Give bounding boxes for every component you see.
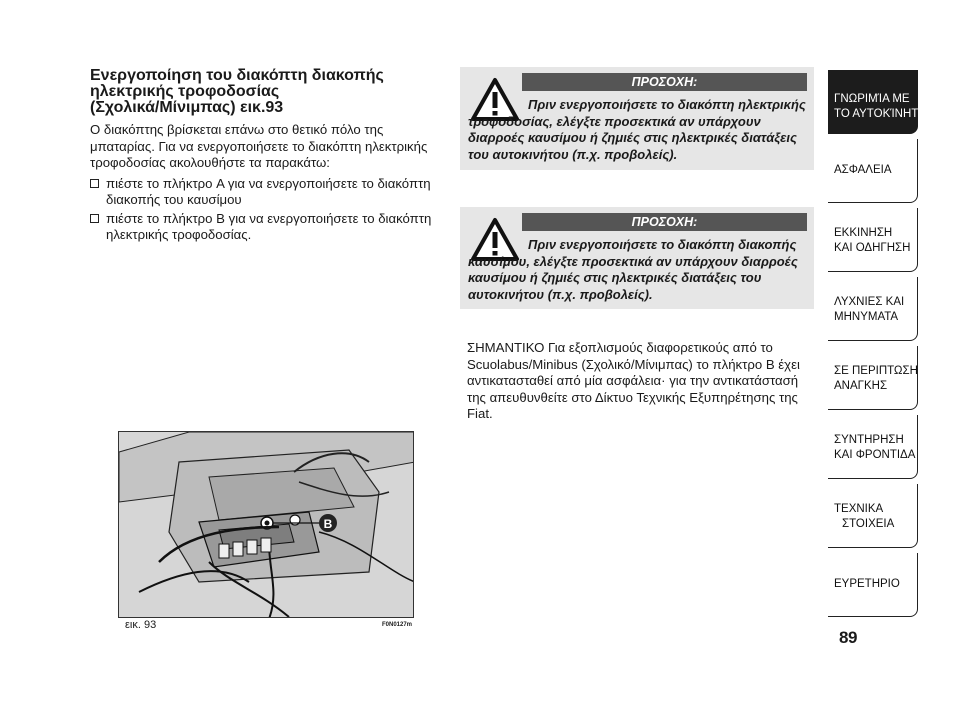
figure-caption: εικ. 93 (125, 619, 157, 631)
instruction-item: πιέστε το πλήκτρο B για να ενεργοποιήσετε το διακόπτη ηλεκτρικής τροφοδοσίας. (90, 211, 450, 244)
checkbox-bullet-icon (90, 214, 99, 223)
chapter-tab-lights-messages[interactable]: ΛΥΧΝΙΕΣ ΚΑΙ ΜΗΝΥΜΑΤΑ (828, 277, 918, 341)
important-note: ΣΗΜΑΝΤΙΚΟ Για εξοπλισμούς διαφορετικούς από το Scuolabus/Minibus (Σχολικό/Μίνιμπας) το πλήκτρο B έχει αντικατασταθεί από μία ασφάλεια· για την αντικατάστασή της απευθυνθείτε στο Δίκτυο Τεχνικής Εξυπηρέτησης της Fiat. (467, 340, 800, 421)
figure-93-illustration (118, 431, 414, 618)
warning-box (460, 207, 814, 309)
chapter-tab-starting-driving[interactable]: ΕΚΚΙΝΗΣΗ ΚΑΙ ΟΔΗΓΗΣΗ (828, 208, 918, 272)
warning-text: Πριν ενεργοποιήσετε το διακόπτη διακοπής καυσίμου, ελέγξτε προσεκτικά αν υπάρχουν διαρροές καυσίμου ή ζημιές στις ηλεκτρικές διατάξεις του αυτοκινήτου (π.χ. προβολείς). (468, 237, 798, 302)
chapter-tab-getting-to-know[interactable]: ΓΝΩΡΙΜΊΑ ΜΕ ΤΟ ΑΥΤΟΚΊΝΗΤΟ (828, 70, 918, 134)
warning-title: ΠΡΟΣΟΧΗ: (522, 73, 807, 91)
chapter-tab-technical-data[interactable]: ΤΕΧΝΙΚΑ ΣΤΟΙΧΕΙΑ (828, 484, 918, 548)
figure-code: F0N0127m (382, 622, 413, 628)
chapter-index-sidebar (828, 70, 928, 622)
page-number: 89 (839, 628, 857, 647)
chapter-tab-emergency[interactable]: ΣΕ ΠΕΡΙΠΤΩΣΗ ΑΝΑΓΚΗΣ (828, 346, 918, 410)
warning-box (460, 67, 814, 170)
section-heading (90, 68, 450, 116)
instruction-item: πιέστε το πλήκτρο A για να ενεργοποιήσετε το διακόπτη διακοπής του καυσίμου (90, 176, 450, 209)
heading-line-1: Ενεργοποίηση του διακόπτη διακοπής (90, 67, 384, 84)
section-body: Ο διακόπτης βρίσκεται επάνω στο θετικό πόλο της μπαταρίας. Για να ενεργοποιήσετε το διακόπτη ηλεκτρικής τροφοδοσίας ακολουθήστε τα παρακάτω: (90, 122, 428, 170)
callout-label-b: B (323, 517, 333, 531)
battery-switch-drawing (119, 432, 414, 618)
warning-title: ΠΡΟΣΟΧΗ: (522, 213, 807, 231)
main-section (90, 68, 450, 246)
chapter-tab-maintenance[interactable]: ΣΥΝΤΗΡΗΣΗ ΚΑΙ ΦΡΟΝΤΙΔΑ (828, 415, 918, 479)
chapter-tab-index[interactable]: ΕΥΡΕΤΗΡΙΟ (828, 553, 918, 617)
heading-line-2: ηλεκτρικής τροφοδοσίας (90, 83, 280, 100)
heading-line-3: (Σχολικά/Μίνιμπας) εικ.93 (90, 99, 284, 116)
checkbox-bullet-icon (90, 179, 99, 188)
instruction-list (90, 176, 450, 244)
warning-text: Πριν ενεργοποιήσετε το διακόπτη ηλεκτρικής τροφοδοσίας, ελέγξτε προσεκτικά αν υπάρχουν διαρροές καυσίμου ή ζημιές στις ηλεκτρικές διατάξεις του αυτοκινήτου (π.χ. προβολείς). (468, 97, 806, 162)
chapter-tab-safety[interactable]: ΑΣΦΑΛΕΙΑ (828, 139, 918, 203)
